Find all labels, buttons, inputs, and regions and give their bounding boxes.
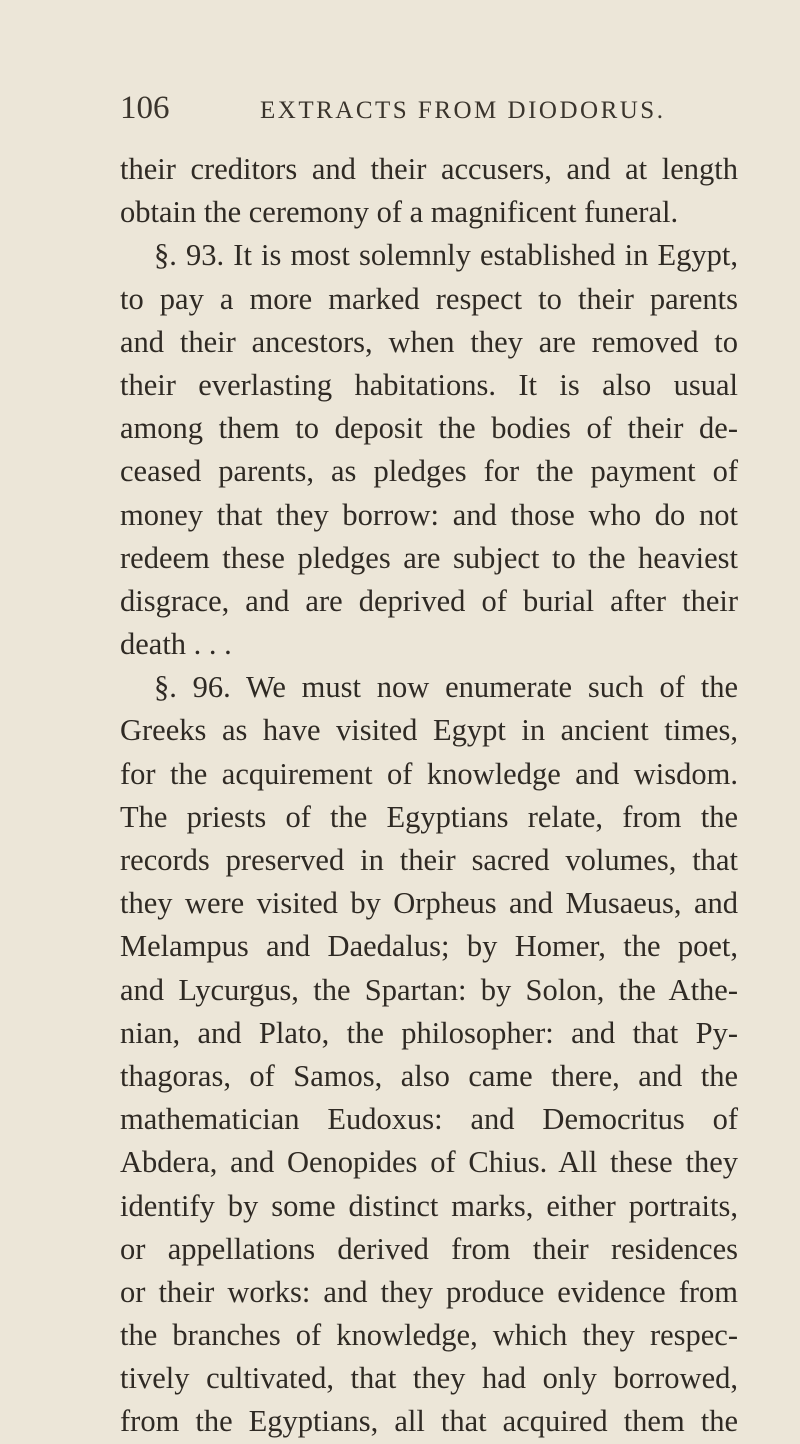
text-line: records preserved in their sacred volumes, that [120, 843, 738, 877]
text-line: Melampus and Daedalus; by Homer, the poet, [120, 929, 738, 964]
text-line: money that they borrow: and those who do not [120, 497, 738, 532]
text-line: tively cultivated, that they had only borrowed, [120, 1361, 738, 1396]
text-line: Abdera, and Oenopides of Chius. All these they [120, 1145, 738, 1180]
text-line: and their ancestors, when they are removed to [120, 324, 738, 359]
text-line: to pay a more marked respect to their parents [120, 281, 738, 316]
text-line: ceased parents, as pledges for the payment of [120, 454, 738, 489]
text-line: their creditors and their accusers, and at length [120, 152, 738, 186]
text-line: nian, and Plato, the philosopher: and that Py- [120, 1015, 738, 1050]
text-line: disgrace, and are deprived of burial after their [120, 583, 738, 618]
text-line: §. 93. It is most solemnly established in Egypt, [154, 238, 738, 273]
running-head [120, 88, 730, 128]
text-line: The priests of the Egyptians relate, from the [120, 799, 738, 834]
text-line: obtain the ceremony of a magnificent funeral. [120, 195, 679, 230]
text-line: Greeks as have visited Egypt in ancient times, [120, 713, 738, 748]
text-line: identify by some distinct marks, either portraits, [120, 1188, 738, 1223]
text-line: among them to deposit the bodies of their de- [120, 411, 738, 446]
text-line: mathematician Eudoxus: and Democritus of [120, 1102, 738, 1137]
text-line: redeem these pledges are subject to the heaviest [120, 540, 738, 575]
text-line: or appellations derived from their residences [120, 1231, 738, 1266]
text-line: for the acquirement of knowledge and wisdom. [120, 756, 738, 791]
text-line: or their works: and they produce evidence from [120, 1274, 738, 1309]
text-line: they were visited by Orpheus and Musaeus, and [120, 886, 738, 921]
text-line: the branches of knowledge, which they respec- [120, 1318, 738, 1353]
text-line: death . . . [120, 627, 232, 662]
text-line: from the Egyptians, all that acquired them the [120, 1404, 738, 1439]
text-line: §. 96. We must now enumerate such of the [154, 670, 738, 705]
text-line: thagoras, of Samos, also came there, and the [120, 1058, 738, 1093]
text-line: and Lycurgus, the Spartan: by Solon, the Athe- [120, 972, 738, 1007]
text-line: their everlasting habitations. It is also usual [120, 367, 738, 402]
body-text [120, 148, 738, 1444]
running-title: EXTRACTS FROM DIODORUS. [260, 97, 666, 124]
page-number: 106 [120, 90, 170, 126]
